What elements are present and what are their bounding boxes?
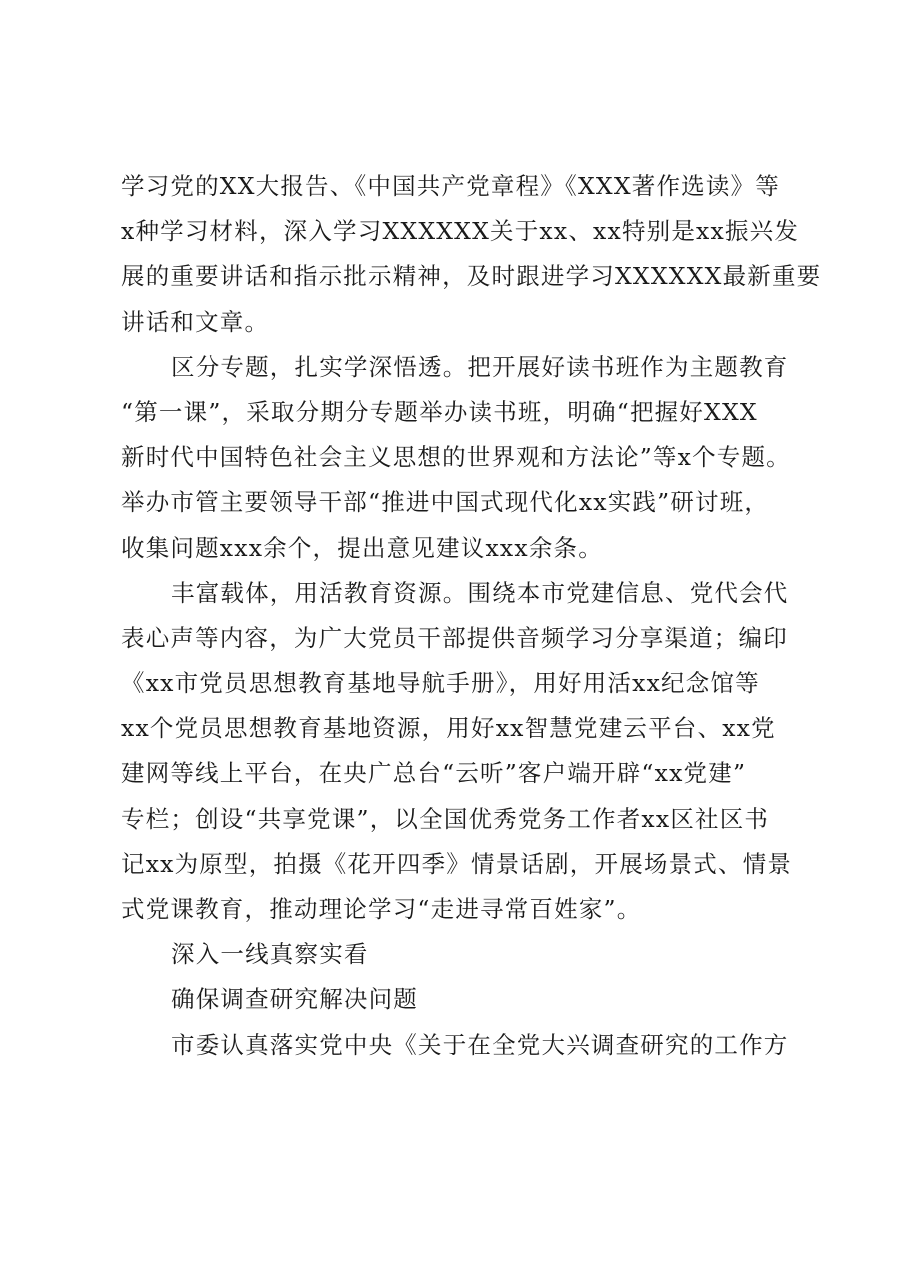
- paragraph-line: 收集问题xxx余个，提出意见建议xxx余条。: [121, 533, 603, 562]
- section-heading: 深入一线真察实看: [171, 940, 369, 969]
- paragraph-first-line: 丰富载体，用活教育资源。围绕本市党建信息、党代会代: [171, 578, 789, 607]
- paragraph-line: 举办市管主要领导干部“推进中国式现代化xx实践”研讨班，: [121, 488, 770, 517]
- paragraph-first-line: 区分专题，扎实学深悟透。把开展好读书班作为主题教育: [171, 352, 789, 381]
- paragraph-line: 式党课教育，推动理论学习“走进寻常百姓家”。: [121, 895, 642, 923]
- paragraph-line: xx个党员思想教育基地资源，用好xx智慧党建云平台、xx党: [121, 714, 776, 743]
- paragraph-line: 展的重要讲话和指示批示精神，及时跟进学习XXXXXX最新重要: [121, 262, 822, 291]
- paragraph-line: 专栏；创设“共享党课”，以全国优秀党务工作者xx区社区书: [121, 804, 770, 833]
- paragraph-line: 表心声等内容，为广大党员干部提供音频学习分享渠道；编印: [121, 623, 788, 652]
- paragraph-line: 记xx为原型，拍摄《花开四季》情景话剧，开展场景式、情景: [121, 849, 793, 878]
- paragraph-line: “第一课”，采取分期分专题举办读书班，明确“把握好XXX: [121, 397, 758, 426]
- paragraph-line: 《xx市党员思想教育基地导航手册》，用好用活xx纪念馆等: [121, 669, 760, 698]
- paragraph-first-line: 市委认真落实党中央《关于在全党大兴调查研究的工作方: [171, 1030, 789, 1059]
- paragraph-line: 学习党的XX大报告、《中国共产党章程》《XXX著作选读》等: [121, 172, 780, 200]
- paragraph-line: x种学习材料，深入学习XXXXXX关于xx、xx特别是xx振兴发: [121, 217, 800, 246]
- paragraph-line: 新时代中国特色社会主义思想的世界观和方法论”等x个专题。: [121, 443, 791, 472]
- section-subheading: 确保调查研究解决问题: [171, 985, 418, 1014]
- paragraph-line: 建网等线上平台，在央广总台“云听”客户端开辟“xx党建”: [121, 759, 747, 788]
- document-body: [121, 164, 822, 1068]
- paragraph-line: 讲话和文章。: [121, 307, 270, 336]
